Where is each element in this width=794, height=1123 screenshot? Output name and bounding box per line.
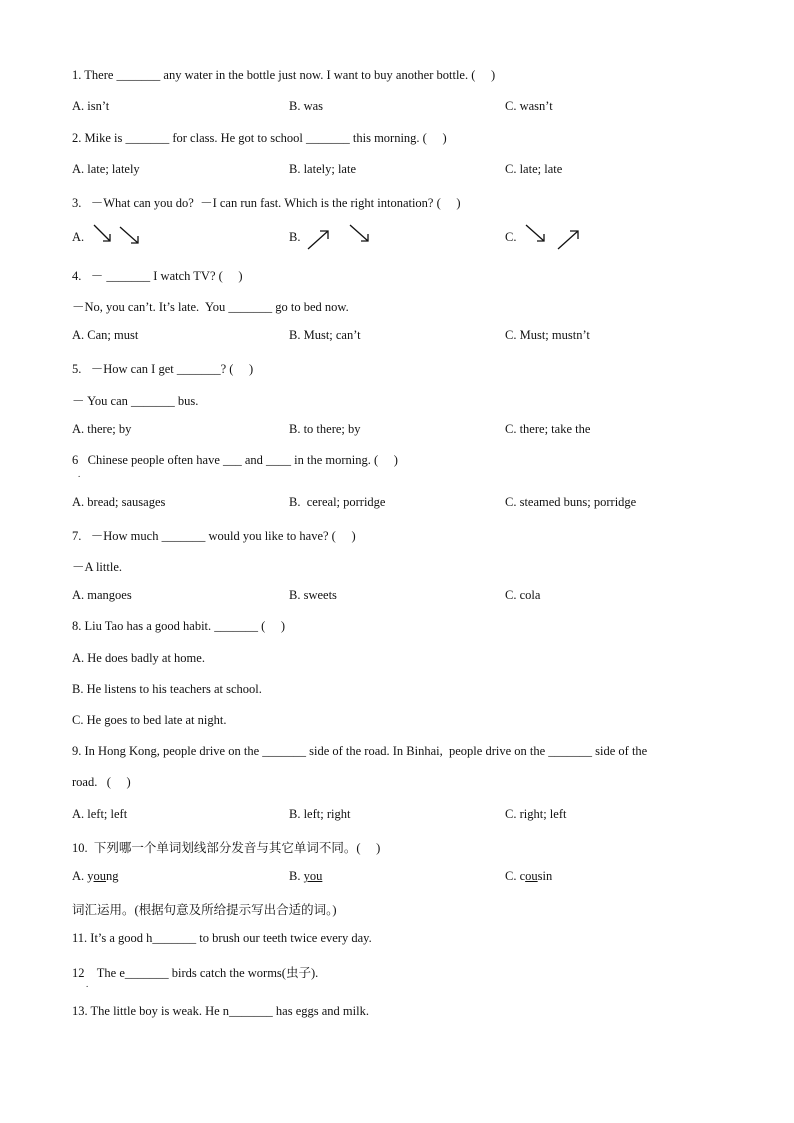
- q6-option-a: A. bread; sausages: [72, 495, 166, 509]
- q4-option-c: C. Must; mustn’t: [505, 328, 590, 342]
- question-7-dialogue: －A little.: [72, 560, 123, 574]
- q8-option-b: B. He listens to his teachers at school.: [72, 682, 262, 696]
- q9-option-a: A. left; left: [72, 807, 128, 821]
- question-6-stem: 6 Chinese people often have ___ and ____ in the morning. ( ): [72, 453, 398, 467]
- q5-option-b: B. to there; by: [289, 422, 361, 436]
- rising-falling-arrows-icon: [306, 223, 372, 251]
- q2-option-a: A. late; lately: [72, 162, 140, 176]
- q7-option-b: B. sweets: [289, 588, 337, 602]
- question-5-dialogue: － You can _______ bus.: [72, 394, 199, 408]
- underlined-letters: ou: [93, 869, 107, 883]
- q5-option-a: A. there; by: [72, 422, 132, 436]
- falling-falling-arrows-icon: [92, 223, 142, 247]
- fill-item-12: 12 The e_______ birds catch the worms(虫子).: [72, 966, 319, 980]
- q3-option-a: A.: [72, 230, 85, 244]
- underlined-letters: you: [303, 869, 323, 883]
- q9-option-c: C. right; left: [505, 807, 567, 821]
- q3-option-b: B.: [289, 230, 301, 244]
- q1-option-a: A. isn’t: [72, 99, 110, 113]
- question-4-dialogue: －No, you can’t. It’s late. You _______ go to bed now.: [72, 300, 349, 314]
- section-title: 词汇运用。(根据句意及所给提示写出合适的词。): [72, 903, 337, 917]
- q2-option-c: C. late; late: [505, 162, 563, 176]
- q10-option-c: C. cousin: [505, 869, 553, 883]
- q2-option-b: B. lately; late: [289, 162, 356, 176]
- question-1-stem: 1. There _______ any water in the bottle just now. I want to buy another bottle. ( ): [72, 68, 496, 82]
- question-3-stem: 3. －What can you do? －I can run fast. Which is the right intonation? ( ): [72, 196, 461, 210]
- q10-option-b: B. you: [289, 869, 323, 883]
- fill-item-11: 11. It’s a good h_______ to brush our teeth twice every day.: [72, 931, 372, 945]
- q7-option-a: A. mangoes: [72, 588, 132, 602]
- q7-option-c: C. cola: [505, 588, 541, 602]
- question-10-stem: 10. 下列哪一个单词划线部分发音与其它单词不同。( ): [72, 841, 381, 855]
- q4-option-b: B. Must; can’t: [289, 328, 361, 342]
- falling-rising-arrows-icon: [524, 223, 582, 251]
- stray-dot: .: [86, 979, 89, 989]
- q1-option-c: C. wasn’t: [505, 99, 553, 113]
- q8-option-a: A. He does badly at home.: [72, 651, 205, 665]
- q6-option-b: B. cereal; porridge: [289, 495, 386, 509]
- q3-option-c: C.: [505, 230, 517, 244]
- question-2-stem: 2. Mike is _______ for class. He got to school _______ this morning. ( ): [72, 131, 447, 145]
- q5-option-c: C. there; take the: [505, 422, 591, 436]
- stray-dot: .: [78, 469, 81, 479]
- q4-option-a: A. Can; must: [72, 328, 139, 342]
- underlined-letters: ou: [525, 869, 538, 883]
- question-7-stem: 7. －How much _______ would you like to have? ( ): [72, 529, 356, 543]
- q6-option-c: C. steamed buns; porridge: [505, 495, 637, 509]
- question-9-stem-continued: road. ( ): [72, 775, 131, 789]
- question-9-stem: 9. In Hong Kong, people drive on the _______ side of the road. In Binhai, people drive on the _______ side of the: [72, 744, 648, 758]
- fill-item-13: 13. The little boy is weak. He n_______ has eggs and milk.: [72, 1004, 369, 1018]
- question-8-stem: 8. Liu Tao has a good habit. _______ ( ): [72, 619, 286, 633]
- q9-option-b: B. left; right: [289, 807, 351, 821]
- q10-option-a: A. young: [72, 869, 119, 883]
- q8-option-c: C. He goes to bed late at night.: [72, 713, 227, 727]
- question-5-stem: 5. －How can I get _______? ( ): [72, 362, 254, 376]
- q1-option-b: B. was: [289, 99, 324, 113]
- question-4-stem: 4. － _______ I watch TV? ( ): [72, 269, 243, 283]
